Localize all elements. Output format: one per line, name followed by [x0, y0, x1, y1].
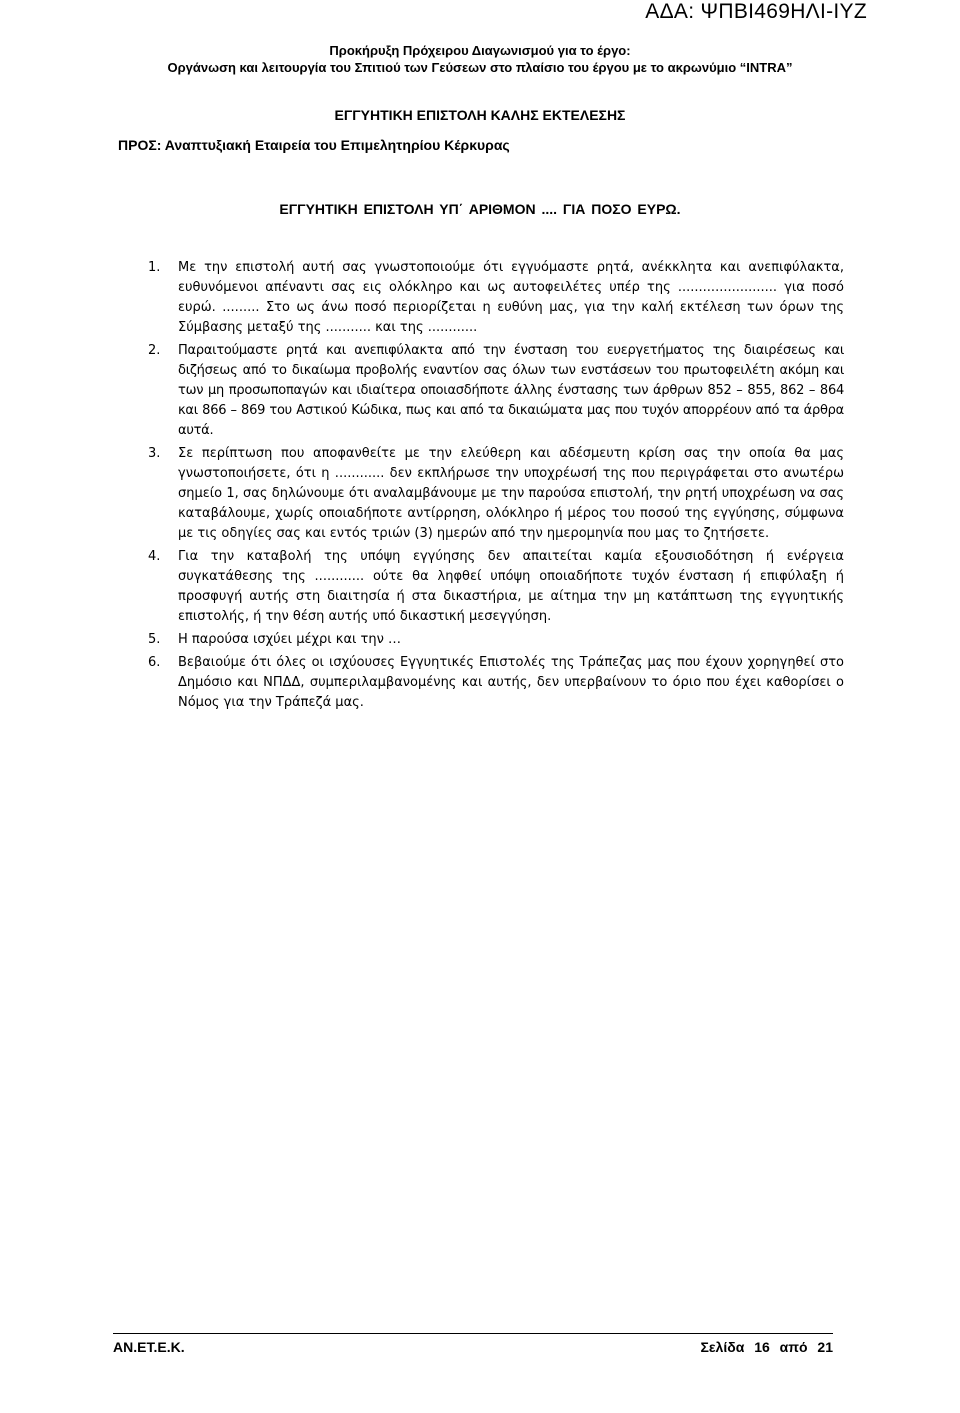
list-item	[148, 547, 844, 627]
header-line-2: Οργάνωση και λειτουργία του Σπιτιού των Γεύσεων στο πλαίσιο του έργου με το ακρωνύμιο “INTRA”	[167, 60, 793, 75]
recipient-line: ΠΡΟΣ: Αναπτυξιακή Εταιρεία του Επιμελητηρίου Κέρκυρας	[118, 137, 510, 153]
list-item-number: 1.	[148, 260, 161, 275]
list-item-number: 5.	[148, 632, 161, 647]
list-item-text: Παραιτούμαστε ρητά και ανεπιφύλακτα από την ένσταση του ευεργετήματος της διαιρέσεως και διζήσεως από το δικαίωμα προβολής εναντίον σας όλων των ενστάσεων του πρωτοφειλέτη ακόμη και των μη προσωποπαγών και ιδιαίτερα οποιασδήποτε άλλης ένστασης των άρθρων 852 – 855, 862 – 864 και 866 – 869 του Αστικού Κώδικα, πως και από τα δικαιώματα μας που τυχόν απορρέουν από τα άρθρα αυτά.	[178, 343, 844, 438]
list-item	[148, 444, 844, 544]
guarantee-number-line: ΕΓΓΥΗΤΙΚΗ ΕΠΙΣΤΟΛΗ ΥΠ΄ ΑΡΙΘΜΟΝ .... ΓΙΑ ΠΟΣΟ ΕΥΡΩ.	[279, 201, 681, 217]
list-item-number: 6.	[148, 655, 161, 670]
terms-list	[148, 258, 844, 716]
list-item	[148, 341, 844, 441]
list-item-text: Για την καταβολή της υπόψη εγγύησης δεν απαιτείται καμία εξουσιοδότηση ή ενέργεια συγκατάθεσης της ............ ούτε θα ληφθεί υπόψη οποιαδήποτε τυχόν ένσταση ή επιφύλαξη ή προσφυγή αυτής στη διαιτησία ή στα δικαστήρια, με αίτημα την μη κατάπτωση της εγγυητικής επιστολής, ή την θέση αυτής υπό δικαστική μεσεγγύηση.	[178, 549, 844, 624]
ada-code: ΑΔΑ: ΨΠΒΙ469ΗΛΙ-ΙΥΖ	[645, 0, 867, 23]
header-line-1: Προκήρυξη Πρόχειρου Διαγωνισμού για το έργο:	[329, 43, 631, 58]
footer-organization: ΑΝ.ΕΤ.Ε.Κ.	[113, 1339, 185, 1355]
list-item	[148, 630, 844, 650]
list-item-text: Με την επιστολή αυτή σας γνωστοποιούμε ότι εγγυόμαστε ρητά, ανέκκλητα και ανεπιφύλακτα, ευθυνόμενοι απέναντι σας εις ολόκληρο και ως αυτοφειλέτες υπέρ της ........................ για ποσό ευρώ. ......... Στο ως άνω ποσό περιορίζεται η ευθύνη μας, για την καλή εκτέλεση των όρων της Σύμβασης μεταξύ της ........... και της ............	[178, 260, 844, 335]
list-item	[148, 258, 844, 338]
footer-page-number: Σελίδα 16 από 21	[700, 1339, 833, 1355]
list-item-number: 4.	[148, 549, 161, 564]
list-item	[148, 653, 844, 713]
list-item-text: Βεβαιούμε ότι όλες οι ισχύουσες Εγγυητικές Επιστολές της Τράπεζας μας που έχουν χορηγηθεί στο Δημόσιο και ΝΠΔΔ, συμπεριλαμβανομένης και αυτής, δεν υπερβαίνουν το όριο που έχει καθορίσει ο Νόμος για την Τράπεζά μας.	[178, 655, 844, 710]
list-item-text: Σε περίπτωση που αποφανθείτε με την ελεύθερη και αδέσμευτη κρίση σας την οποία θα μας γνωστοποιήσετε, ότι η ............ δεν εκπλήρωσε την υποχρέωσή της που περιγράφεται στο ανωτέρω σημείο 1, σας δηλώνουμε ότι αναλαμβάνουμε με την παρούσα επιστολή, την ρητή υποχρέωση να σας καταβάλουμε, χωρίς οποιαδήποτε αντίρρηση, ολόκληρο ή μέρος του ποσού της εγγύησης, σύμφωνα με τις οδηγίες σας και εντός τριών (3) ημερών από την ημερομηνία που μας το ζητήσετε.	[178, 446, 844, 541]
document-title: ΕΓΓΥΗΤΙΚΗ ΕΠΙΣΤΟΛΗ ΚΑΛΗΣ ΕΚΤΕΛΕΣΗΣ	[334, 107, 626, 123]
list-item-number: 2.	[148, 343, 161, 358]
list-item-number: 3.	[148, 446, 161, 461]
list-item-text: Η παρούσα ισχύει μέχρι και την …	[178, 632, 402, 647]
page-footer	[113, 1333, 833, 1360]
